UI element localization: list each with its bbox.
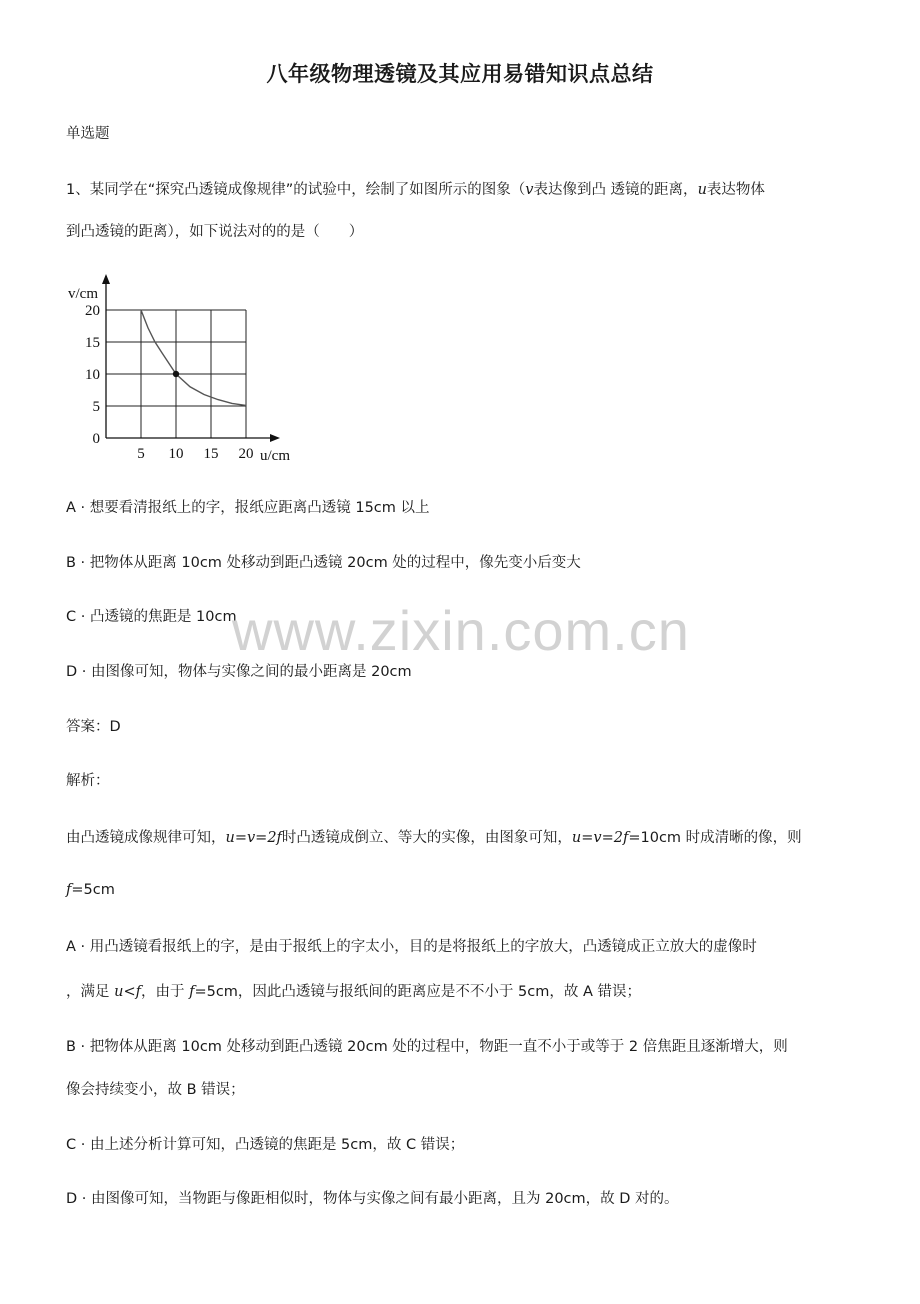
var-f: f — [66, 882, 72, 898]
x-tick-label: 20 — [238, 446, 254, 462]
analysis-b-line-1: B · 把物体从距离 10cm 处移动到距凸透镜 20cm 处的过程中，物距一直不小于或等于 2 倍焦距且逐渐增大，则 — [66, 1039, 788, 1055]
question-text-c: 表达物体 — [706, 182, 765, 198]
var-f: f — [189, 984, 195, 1000]
x-tick-label: 5 — [137, 446, 145, 462]
answer: 答案：D — [66, 719, 121, 735]
option-a: A · 想要看清报纸上的字，报纸应距离凸透镜 15cm 以上 — [66, 500, 430, 516]
analysis-text: ，由于 — [140, 984, 190, 1000]
v-u-graph — [64, 270, 304, 470]
equation: u=v=2f — [571, 830, 629, 846]
x-tick-label: 10 — [168, 446, 184, 462]
section-heading: 单选题 — [66, 126, 110, 142]
y-tick-label: 20 — [85, 303, 100, 319]
var-v: v — [525, 182, 534, 198]
question-line-2: 到凸透镜的距离），如下说法对的的是（ ） — [66, 224, 364, 240]
analysis-text: 由凸透镜成像规律可知， — [66, 830, 226, 846]
analysis-d: D · 由图像可知，当物距与像距相似时，物体与实像之间有最小距离，且为 20cm，故 D 对的。 — [66, 1191, 679, 1207]
y-tick-label: 0 — [92, 431, 100, 447]
graph-axes — [102, 274, 280, 442]
focus-point-marker — [173, 371, 179, 377]
analysis-label: 解析： — [66, 773, 110, 789]
y-axis-label: v/cm — [68, 286, 98, 302]
y-axis-arrow — [102, 274, 110, 284]
x-axis-arrow — [270, 434, 280, 442]
question-text-b: 表达像到凸 透镜的距离， — [533, 182, 698, 198]
var-u: u — [697, 182, 707, 198]
analysis-para-1-cont — [66, 882, 115, 898]
option-c: C · 凸透镜的焦距是 10cm — [66, 609, 237, 625]
analysis-text: =5cm，因此凸透镜与报纸间的距离应是不不小于 5cm，故 A 错误； — [194, 984, 641, 1000]
analysis-para-1 — [66, 826, 802, 847]
x-axis-label: u/cm — [260, 448, 290, 464]
analysis-text: ，满足 — [66, 984, 115, 1000]
question-text-a: 1、某同学在“探究凸透镜成像规律”的试验中，绘制了如图所示的图象（ — [66, 182, 526, 198]
y-tick-label: 10 — [85, 367, 100, 383]
analysis-a-line-1: A · 用凸透镜看报纸上的字，是由于报纸上的字太小，目的是将报纸上的字放大，凸透镜成正立放大的虚像时 — [66, 939, 757, 955]
v-u-curve — [141, 310, 246, 405]
watermark: www.zixin.com.cn — [232, 599, 690, 662]
page-title: 八年级物理透镜及其应用易错知识点总结 — [266, 62, 654, 86]
equation: u=v=2f — [225, 830, 282, 846]
analysis-a-line-2 — [66, 980, 641, 1001]
analysis-text: 时凸透镜成倒立、等大的实像，由图象可知， — [281, 830, 572, 846]
analysis-b-line-2: 像会持续变小，故 B 错误； — [66, 1082, 245, 1098]
analysis-c: C · 由上述分析计算可知，凸透镜的焦距是 5cm，故 C 错误； — [66, 1137, 465, 1153]
analysis-text: =5cm — [71, 882, 115, 898]
x-tick-label: 15 — [203, 446, 219, 462]
option-b: B · 把物体从距离 10cm 处移动到距凸透镜 20cm 处的过程中，像先变小后变大 — [66, 555, 581, 571]
option-d: D · 由图像可知，物体与实像之间的最小距离是 20cm — [66, 664, 412, 680]
y-tick-label: 15 — [85, 335, 100, 351]
question-line-1 — [66, 178, 765, 199]
analysis-text: =10cm 时成清晰的像，则 — [628, 830, 802, 846]
y-tick-label: 5 — [92, 399, 100, 415]
equation: u<f — [114, 984, 141, 1000]
